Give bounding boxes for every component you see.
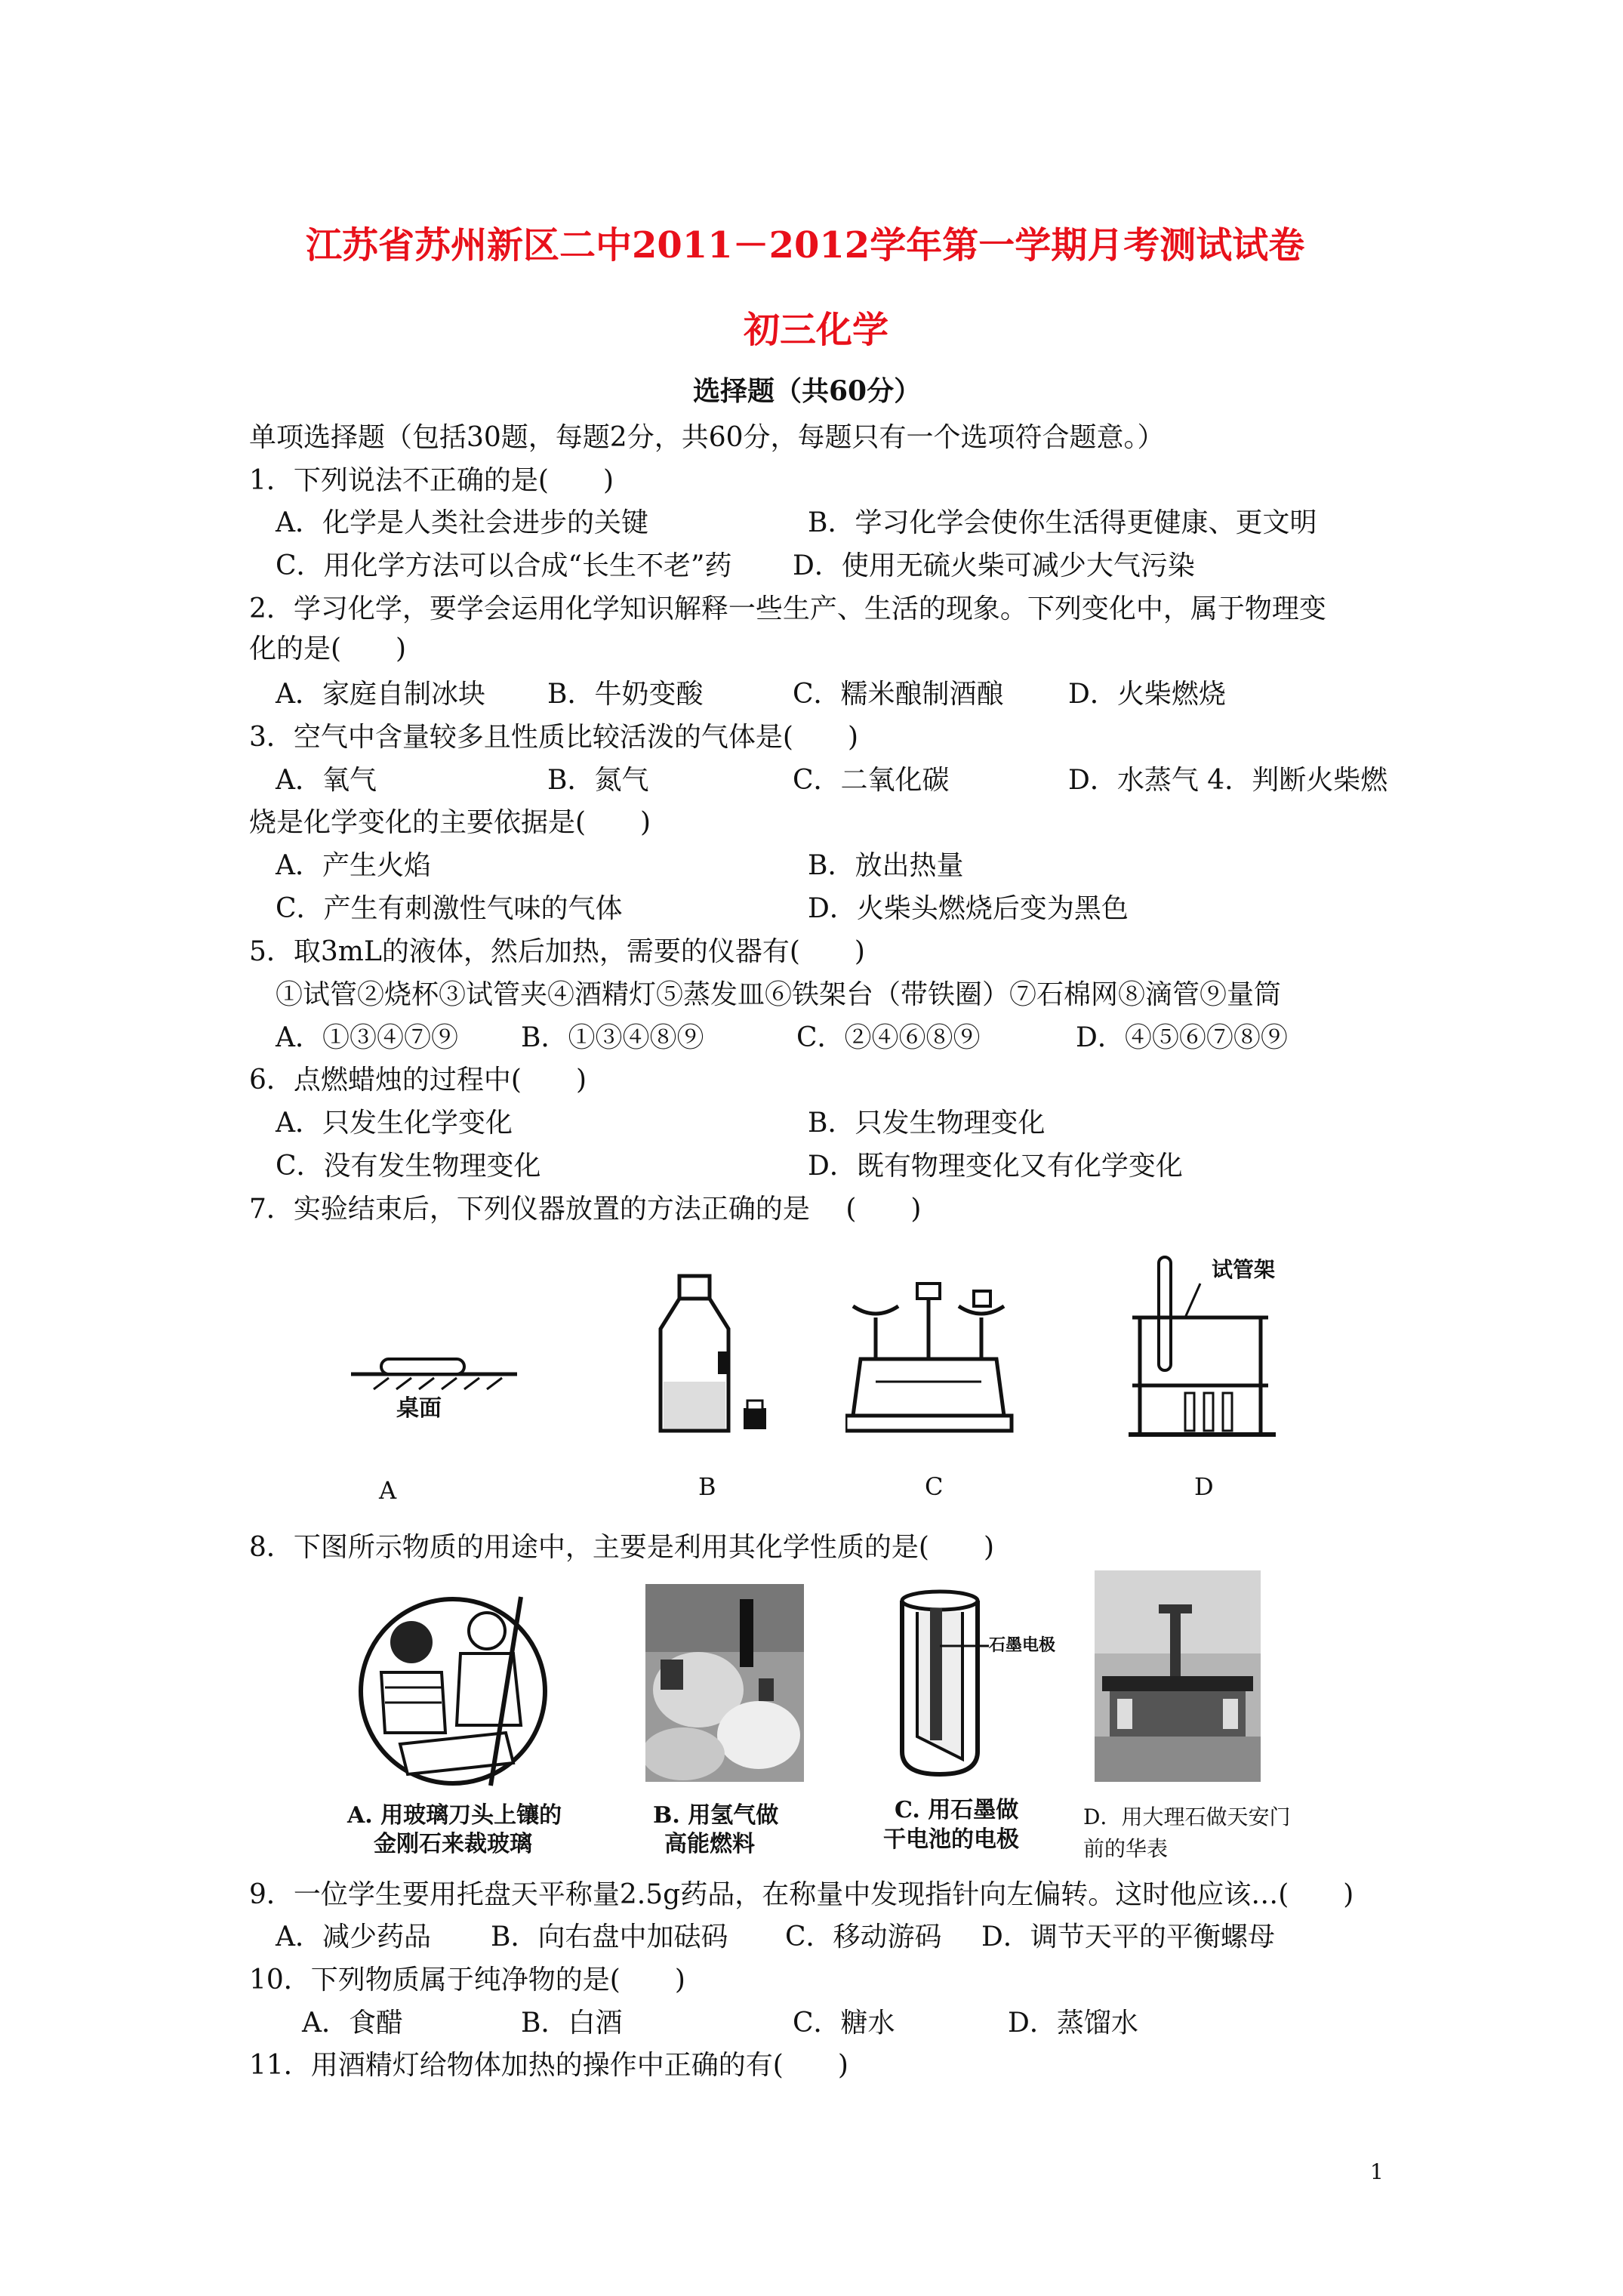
question-3-option-a: A．氧气 [276,765,377,796]
question-1-option-b: B．学习化学会使你生活得更健康、更文明 [808,507,1317,538]
question-8-caption-c-line2: 干电池的电极 [883,1826,1019,1853]
question-6-option-b: B．只发生物理变化 [808,1108,1046,1139]
question-8-picture-c-text: 石墨电极 [989,1635,1056,1655]
question-10-option-d: D．蒸馏水 [1008,2008,1138,2039]
exam-subtitle: 初三化学 [744,309,889,351]
question-5-option-a: A．①③④⑦⑨ [276,1022,458,1053]
question-9-stem: 9．一位学生要用托盘天平称量2.5g药品，在称量中发现指针向左偏转。这时他应该…( ) [249,1879,1354,1910]
question-8-picture-b [645,1584,804,1782]
question-10-option-b: B．白酒 [521,2008,623,2039]
question-4-option-b: B．放出热量 [808,850,964,881]
question-6-option-d: D．既有物理变化又有化学变化 [808,1151,1183,1182]
question-9-option-d: D．调节天平的平衡螺母 [981,1922,1275,1952]
question-1-option-a: A．化学是人类社会进步的关键 [276,507,648,538]
question-9-option-b: B．向右盘中加砝码 [491,1922,728,1952]
question-8-caption-b-line2: 高能燃料 [664,1831,755,1857]
question-3-option-b: B．氮气 [547,765,649,796]
question-2-stem-line2: 化的是( ) [249,633,407,664]
question-5-option-c: C．②④⑥⑧⑨ [796,1022,981,1053]
question-1-option-c: C．用化学方法可以合成“长生不老”药 [276,550,732,581]
question-7-picture-a-text: 桌面 [396,1395,442,1422]
question-5-items: ①试管②烧杯③试管夹④酒精灯⑤蒸发皿⑥铁架台（带铁圈）⑦石棉网⑧滴管⑨量筒 [276,979,1282,1010]
question-8-stem: 8．下图所示物质的用途中，主要是利用其化学性质的是( ) [249,1532,994,1563]
question-8-caption-d-line1: D．用大理石做天安门 [1083,1804,1291,1829]
question-7-picture-b [645,1268,781,1438]
exam-title: 江苏省苏州新区二中2011－2012学年第一学期月考测试试卷 [306,224,1305,267]
question-7-picture-d [1125,1246,1298,1442]
question-2-option-d: D．火柴燃烧 [1068,679,1226,710]
page-number: 1 [1370,2159,1384,2184]
question-8-caption-a-line1: A. 用玻璃刀头上镶的 [347,1802,562,1829]
question-5-option-d: D．④⑤⑥⑦⑧⑨ [1076,1022,1288,1053]
question-2-option-a: A．家庭自制冰块 [276,679,485,710]
question-3-option-d: D．水蒸气 4．判断火柴燃 [1068,765,1388,796]
question-7-label-c: C [925,1472,944,1501]
question-8-picture-a [355,1582,551,1801]
question-7-label-a: A [379,1476,397,1505]
question-7-picture-c [845,1276,1027,1442]
question-8-caption-c-line1: C. 用石墨做 [895,1797,1019,1823]
question-8-picture-d [1095,1570,1261,1782]
question-8-picture-c [891,1586,1087,1782]
question-7-label-d: D [1194,1472,1214,1501]
question-6-option-a: A．只发生化学变化 [276,1108,513,1139]
question-9-option-c: C．移动游码 [785,1922,942,1952]
question-10-option-a: A．食醋 [302,2008,403,2039]
question-8-caption-b-line1: B. 用氢气做 [653,1802,779,1829]
question-9-option-a: A．减少药品 [276,1922,431,1952]
question-10-stem: 10．下列物质属于纯净物的是( ) [249,1965,685,1996]
question-4-stem: 烧是化学变化的主要依据是( ) [249,807,651,838]
question-8-caption-d-line2: 前的华表 [1083,1836,1169,1861]
section-heading: 选择题（共60分） [693,375,922,407]
question-7-stem: 7．实验结束后，下列仪器放置的方法正确的是 ( ) [249,1194,922,1225]
question-5-option-b: B．①③④⑧⑨ [521,1022,704,1053]
question-1-stem: 1．下列说法不正确的是( ) [249,465,614,496]
question-4-option-d: D．火柴头燃烧后变为黑色 [808,893,1129,924]
question-7-label-b: B [698,1472,716,1501]
question-6-option-c: C．没有发生物理变化 [276,1151,541,1182]
question-4-option-c: C．产生有刺激性气味的气体 [276,893,623,924]
question-2-option-c: C．糯米酿制酒酿 [793,679,1004,710]
question-2-option-b: B．牛奶变酸 [547,679,704,710]
question-2-stem-line1: 2．学习化学，要学会运用化学知识解释一些生产、生活的现象。下列变化中，属于物理变 [249,593,1326,624]
question-6-stem: 6．点燃蜡烛的过程中( ) [249,1065,587,1096]
question-10-option-c: C．糖水 [793,2008,895,2039]
question-7-picture-d-text: 试管架 [1212,1257,1276,1282]
question-7-picture-a [343,1314,540,1427]
question-3-option-c: C．二氧化碳 [793,765,950,796]
question-1-option-d: D．使用无硫火柴可减少大气污染 [793,550,1195,581]
question-4-option-a: A．产生火焰 [276,850,431,881]
instruction-text: 单项选择题（包括30题，每题2分，共60分，每题只有一个选项符合题意。） [249,422,1165,453]
question-3-stem: 3．空气中含量较多且性质比较活泼的气体是( ) [249,722,858,753]
question-5-stem: 5．取3mL的液体，然后加热，需要的仪器有( ) [249,936,865,967]
question-11-stem: 11．用酒精灯给物体加热的操作中正确的有( ) [249,2050,848,2081]
question-8-caption-a-line2: 金刚石来裁玻璃 [374,1831,532,1857]
